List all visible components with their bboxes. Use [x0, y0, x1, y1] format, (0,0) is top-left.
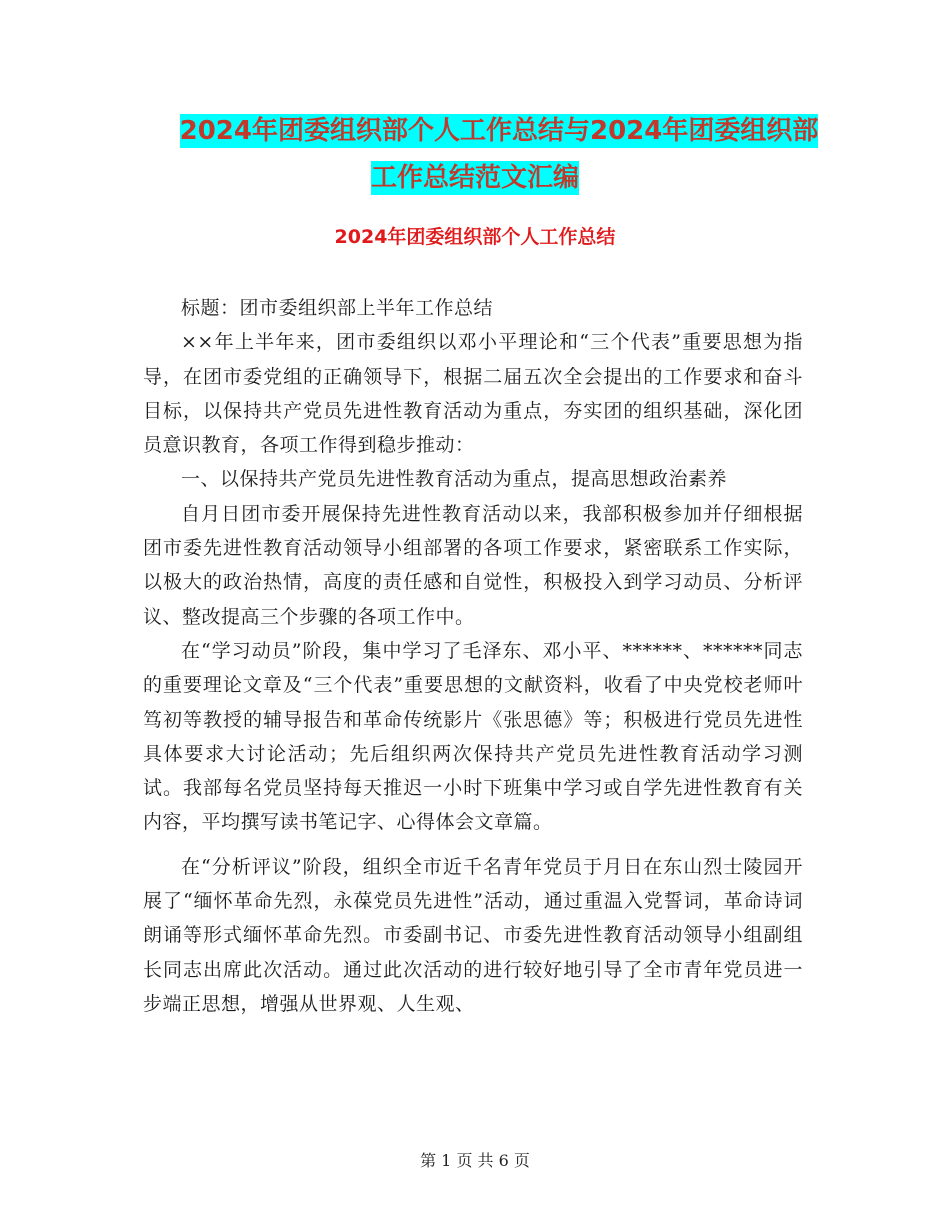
paragraph-review-stage: 在“分析评议”阶段，组织全市近千名青年党员于月日在东山烈士陵园开展了“缅怀革命先烈，永葆党员先进性”活动，通过重温入党誓词，革命诗词朗诵等形式缅怀革命先烈。市委副书记、市委先进性教育活动领导小组副组长同志出席此次活动。通过此次活动的进行较好地引导了全市青年党员进一步端正思想，增强从世界观、人生观、 — [143, 855, 803, 1015]
page-footer: 第 1 页 共 6 页 — [420, 1151, 530, 1170]
paragraph-intro: ××年上半年来，团市委组织以邓小平理论和“三个代表”重要思想为指导，在团市委党组的正确领导下，根据二届五次全会提出的工作要求和奋斗目标，以保持共产党员先进性教育活动为重点，夯实团的组织基础，深化团员意识教育，各项工作得到稳步推动： — [143, 331, 803, 457]
title-line-2: 工作总结范文汇编 — [370, 163, 579, 193]
document-title — [0, 108, 950, 202]
section-title: 2024年团委组织部个人工作总结 — [334, 226, 616, 248]
document-body — [143, 291, 803, 1021]
title-line-1: 2024年团委组织部个人工作总结与2024年团委组织部 — [179, 116, 819, 146]
paragraph-activity: 自月日团市委开展保持先进性教育活动以来，我部积极参加并仔细根据团市委先进性教育活动领导小组部署的各项工作要求，紧密联系工作实际，以极大的政治热情，高度的责任感和自觉性，积极投入到学习动员、分析评议、整改提高三个步骤的各项工作中。 — [143, 502, 803, 628]
paragraph-heading-label: 标题：团市委组织部上半年工作总结 — [181, 297, 494, 319]
paragraph-study-stage: 在“学习动员”阶段，集中学习了毛泽东、邓小平、******、******同志的重要理论文章及“三个代表”重要思想的文献资料，收看了中央党校老师叶笃初等教授的辅导报告和革命传统影片《张思德》等；积极进行党员先进性具体要求大讨论活动；先后组织两次保持共产党员先进性教育活动学习测试。我部每名党员坚持每天推迟一小时下班集中学习或自学先进性教育有关内容，平均撰写读书笔记字、心得体会文章篇。 — [143, 639, 803, 834]
paragraph-section-heading: 一、以保持共产党员先进性教育活动为重点，提高思想政治素养 — [181, 468, 728, 491]
